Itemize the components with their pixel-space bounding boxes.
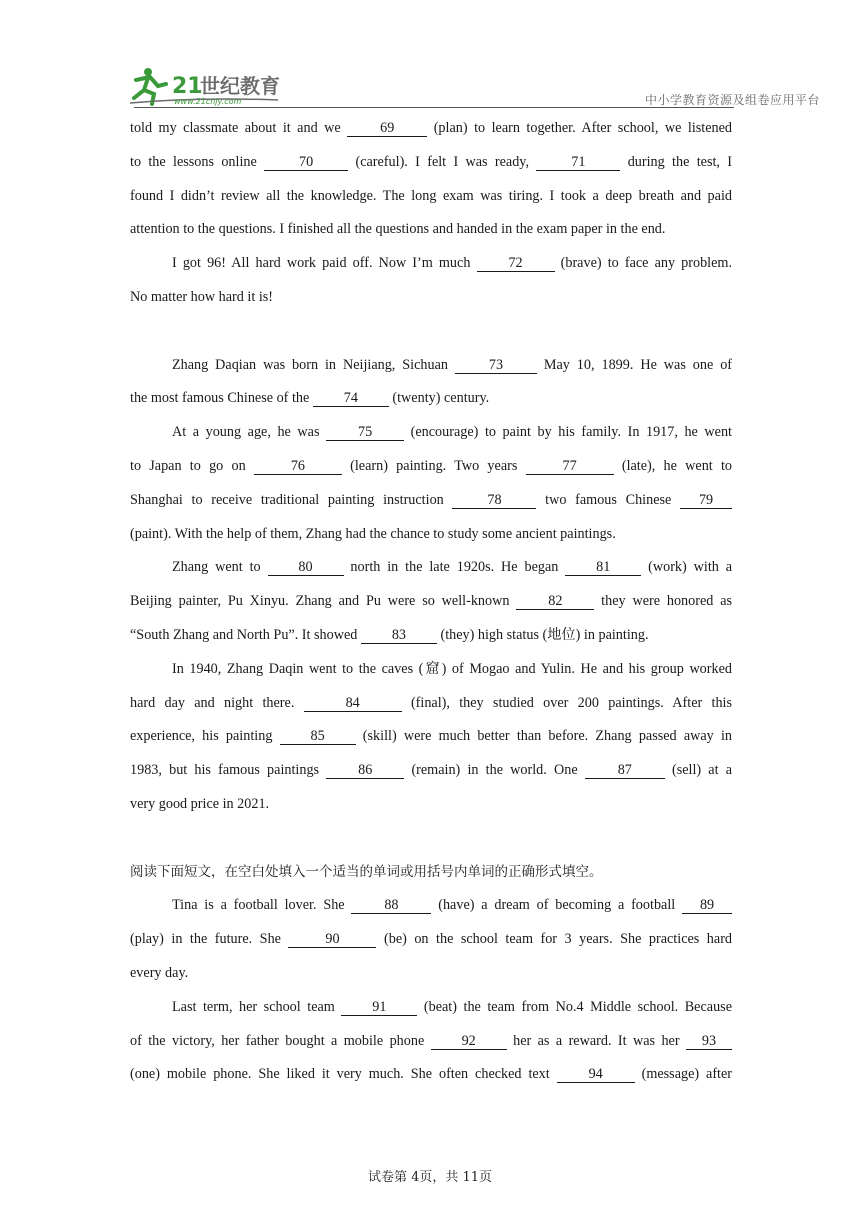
question-instruction: 阅读下面短文，在空白处填入一个适当的单词或用括号内单词的正确形式填空。	[130, 863, 603, 880]
answer-blank[interactable]: 85	[280, 728, 356, 745]
text-line: Beijing painter, Pu Xinyu. Zhang and Pu were so well-known 82 they were honored as	[130, 593, 732, 610]
answer-blank[interactable]: 87	[585, 762, 665, 779]
text-line: (one) mobile phone. She liked it very much. She often checked text 94 (message) after	[130, 1066, 732, 1083]
platform-label: 中小学教育资源及组卷应用平台	[644, 93, 820, 107]
answer-blank[interactable]: 77	[526, 458, 614, 475]
answer-blank[interactable]: 89	[682, 897, 732, 914]
text-line: hard day and night there. 84 (final), they studied over 200 paintings. After this	[130, 694, 732, 711]
text-line: In 1940, Zhang Daqin went to the caves (窟) of Mogao and Yulin. He and his group worked	[172, 660, 732, 677]
blank-line	[130, 822, 732, 856]
text-line: of the victory, her father bought a mobile phone 92 her as a reward. It was her 93	[130, 1025, 732, 1059]
answer-blank[interactable]: 69	[347, 120, 427, 137]
text-line: Last term, her school team 91 (beat) the team from No.4 Middle school. Because	[172, 998, 732, 1015]
answer-blank[interactable]: 79	[680, 492, 732, 509]
answer-blank[interactable]: 73	[455, 357, 537, 374]
answer-blank[interactable]: 71	[536, 154, 620, 171]
text-line: (paint). With the help of them, Zhang had the chance to study some ancient paintings.	[130, 525, 616, 542]
answer-blank[interactable]: 91	[341, 999, 417, 1016]
answer-blank[interactable]: 90	[288, 931, 376, 948]
exam-content	[130, 112, 732, 1092]
text-line: attention to the questions. I finished all the questions and handed in the exam paper in the end.	[130, 221, 666, 238]
text-line: “South Zhang and North Pu”. It showed 83 (they) high status (地位) in painting.	[130, 626, 649, 643]
page-header	[128, 64, 820, 108]
text-line: to Japan to go on 76 (learn) painting. Two years 77 (late), he went to	[130, 457, 732, 474]
answer-blank[interactable]: 81	[565, 559, 641, 576]
text-line: No matter how hard it is!	[130, 288, 274, 305]
svg-text:www.21cnjy.com: www.21cnjy.com	[174, 97, 242, 106]
answer-blank[interactable]: 74	[313, 390, 389, 407]
header-divider	[134, 107, 734, 108]
text-line: Zhang went to 80 north in the late 1920s. He began 81 (work) with a	[172, 559, 732, 576]
answer-blank[interactable]: 94	[557, 1066, 635, 1083]
site-logo	[128, 64, 288, 108]
answer-blank[interactable]: 76	[254, 458, 342, 475]
answer-blank[interactable]: 80	[268, 559, 344, 576]
text-line: Tina is a football lover. She 88 (have) a dream of becoming a football 89	[130, 889, 732, 923]
text-line: Zhang Daqian was born in Neijiang, Sichuan 73 May 10, 1899. He was one of	[172, 356, 732, 373]
text-line: Shanghai to receive traditional painting instruction 78 two famous Chinese 79	[130, 484, 732, 518]
text-line: the most famous Chinese of the 74 (twenty) century.	[130, 390, 490, 407]
text-line: At a young age, he was 75 (encourage) to paint by his family. In 1917, he went	[172, 424, 732, 441]
text-line: every day.	[130, 964, 189, 981]
text-line: (play) in the future. She 90 (be) on the school team for 3 years. She practices hard	[130, 931, 732, 948]
answer-blank[interactable]: 70	[264, 154, 348, 171]
blank-line	[130, 315, 732, 349]
text-line: 1983, but his famous paintings 86 (remain) in the world. One 87 (sell) at a	[130, 762, 732, 779]
text-line: found I didn’t review all the knowledge. The long exam was tiring. I took a deep breath and paid	[130, 187, 732, 204]
answer-blank[interactable]: 93	[686, 1033, 732, 1050]
answer-blank[interactable]: 83	[361, 627, 437, 644]
text-line: I got 96! All hard work paid off. Now I’m much 72 (brave) to face any problem.	[172, 255, 732, 272]
answer-blank[interactable]: 84	[304, 695, 402, 712]
answer-blank[interactable]: 82	[516, 593, 594, 610]
answer-blank[interactable]: 72	[477, 255, 555, 272]
answer-blank[interactable]: 75	[326, 424, 404, 441]
text-line: very good price in 2021.	[130, 795, 270, 812]
text-line: told my classmate about it and we 69 (plan) to learn together. After school, we listened	[130, 120, 732, 136]
page-footer: 试卷第 4页，共 11页	[367, 1170, 493, 1185]
answer-blank[interactable]: 88	[351, 897, 431, 914]
svg-text:21: 21	[172, 74, 203, 99]
text-line: experience, his painting 85 (skill) were much better than before. Zhang passed away in	[130, 728, 732, 745]
answer-blank[interactable]: 92	[431, 1033, 507, 1050]
answer-blank[interactable]: 78	[452, 492, 536, 509]
text-line: to the lessons online 70 (careful). I felt I was ready, 71 during the test, I	[130, 153, 732, 170]
answer-blank[interactable]: 86	[326, 762, 404, 779]
svg-text:世纪教育: 世纪教育	[200, 74, 280, 98]
